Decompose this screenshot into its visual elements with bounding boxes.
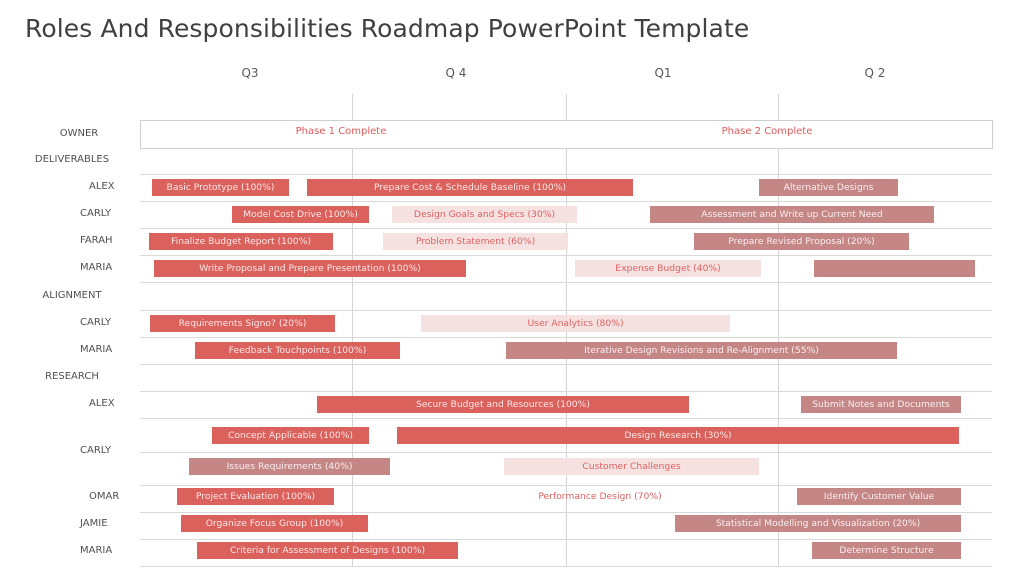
task-bar[interactable]: Assessment and Write up Current Need bbox=[650, 206, 934, 223]
owner-name-label: CARLY bbox=[80, 445, 112, 456]
task-bar[interactable]: Determine Structure bbox=[812, 542, 961, 559]
quarter-label: Q 2 bbox=[864, 66, 886, 80]
task-bar[interactable]: Finalize Budget Report (100%) bbox=[149, 233, 333, 250]
owner-name-label: CARLY bbox=[80, 208, 112, 219]
task-bar[interactable]: Alternative Designs bbox=[759, 179, 898, 196]
section-label: DELIVERABLES bbox=[34, 154, 110, 165]
owner-name-label: ALEX bbox=[89, 181, 115, 192]
owner-name-label: JAMIE bbox=[80, 518, 108, 529]
task-bar[interactable]: Performance Design (70%) bbox=[538, 491, 662, 502]
task-bar[interactable]: Expense Budget (40%) bbox=[575, 260, 761, 277]
task-bar[interactable]: Design Goals and Specs (30%) bbox=[392, 206, 577, 223]
task-bar[interactable]: Issues Requirements (40%) bbox=[189, 458, 390, 475]
row-divider bbox=[140, 452, 992, 453]
task-bar[interactable]: Requirements Signo? (20%) bbox=[150, 315, 335, 332]
owner-phase-box bbox=[140, 120, 993, 149]
row-divider bbox=[140, 418, 992, 419]
phase-label: Phase 2 Complete bbox=[721, 126, 813, 137]
task-bar[interactable]: Statistical Modelling and Visualization (20%) bbox=[675, 515, 961, 532]
row-divider bbox=[140, 364, 992, 365]
task-bar[interactable]: Secure Budget and Resources (100%) bbox=[317, 396, 689, 413]
row-divider bbox=[140, 228, 992, 229]
row-divider bbox=[140, 255, 992, 256]
owner-label: OWNER bbox=[59, 128, 99, 139]
section-label: ALIGNMENT bbox=[42, 290, 102, 301]
page-title: Roles And Responsibilities Roadmap PowerPoint Template bbox=[25, 14, 750, 43]
task-bar[interactable]: Model Cost Drive (100%) bbox=[232, 206, 369, 223]
section-label: RESEARCH bbox=[45, 371, 99, 382]
task-bar[interactable]: Identify Customer Value bbox=[797, 488, 961, 505]
row-divider bbox=[140, 201, 992, 202]
owner-name-label: CARLY bbox=[80, 317, 112, 328]
task-bar[interactable]: Prepare Revised Proposal (20%) bbox=[694, 233, 909, 250]
task-bar[interactable]: User Analytics (80%) bbox=[421, 315, 730, 332]
owner-name-label: MARIA bbox=[80, 545, 113, 556]
grid-divider-q1-q2 bbox=[778, 94, 779, 566]
task-bar[interactable] bbox=[814, 260, 975, 277]
row-divider bbox=[140, 337, 992, 338]
row-divider bbox=[140, 310, 992, 311]
owner-name-label: MARIA bbox=[80, 344, 113, 355]
row-divider bbox=[140, 512, 992, 513]
task-bar[interactable]: Design Research (30%) bbox=[397, 427, 959, 444]
row-divider bbox=[140, 174, 992, 175]
task-bar[interactable]: Concept Applicable (100%) bbox=[212, 427, 369, 444]
phase-label: Phase 1 Complete bbox=[295, 126, 387, 137]
task-bar[interactable]: Write Proposal and Prepare Presentation (100%) bbox=[154, 260, 466, 277]
grid-divider-q3-q4 bbox=[352, 94, 353, 566]
task-bar[interactable]: Prepare Cost & Schedule Baseline (100%) bbox=[307, 179, 633, 196]
row-divider bbox=[140, 485, 992, 486]
row-divider bbox=[140, 391, 992, 392]
owner-name-label: FARAH bbox=[80, 235, 113, 246]
quarter-label: Q 4 bbox=[445, 66, 467, 80]
task-bar[interactable]: Criteria for Assessment of Designs (100%) bbox=[197, 542, 458, 559]
row-divider bbox=[140, 539, 992, 540]
owner-name-label: MARIA bbox=[80, 262, 113, 273]
task-bar[interactable]: Project Evaluation (100%) bbox=[177, 488, 334, 505]
task-bar[interactable]: Customer Challenges bbox=[504, 458, 759, 475]
row-divider bbox=[140, 566, 992, 567]
quarter-label: Q1 bbox=[654, 66, 672, 80]
owner-name-label: ALEX bbox=[89, 398, 115, 409]
task-bar[interactable]: Basic Prototype (100%) bbox=[152, 179, 289, 196]
row-divider bbox=[140, 282, 992, 283]
task-bar[interactable]: Feedback Touchpoints (100%) bbox=[195, 342, 400, 359]
quarter-label: Q3 bbox=[241, 66, 259, 80]
task-bar[interactable]: Problem Statement (60%) bbox=[383, 233, 568, 250]
owner-name-label: OMAR bbox=[89, 491, 120, 502]
task-bar[interactable]: Submit Notes and Documents bbox=[801, 396, 961, 413]
task-bar[interactable]: Organize Focus Group (100%) bbox=[181, 515, 368, 532]
task-bar[interactable]: Iterative Design Revisions and Re-Alignment (55%) bbox=[506, 342, 897, 359]
